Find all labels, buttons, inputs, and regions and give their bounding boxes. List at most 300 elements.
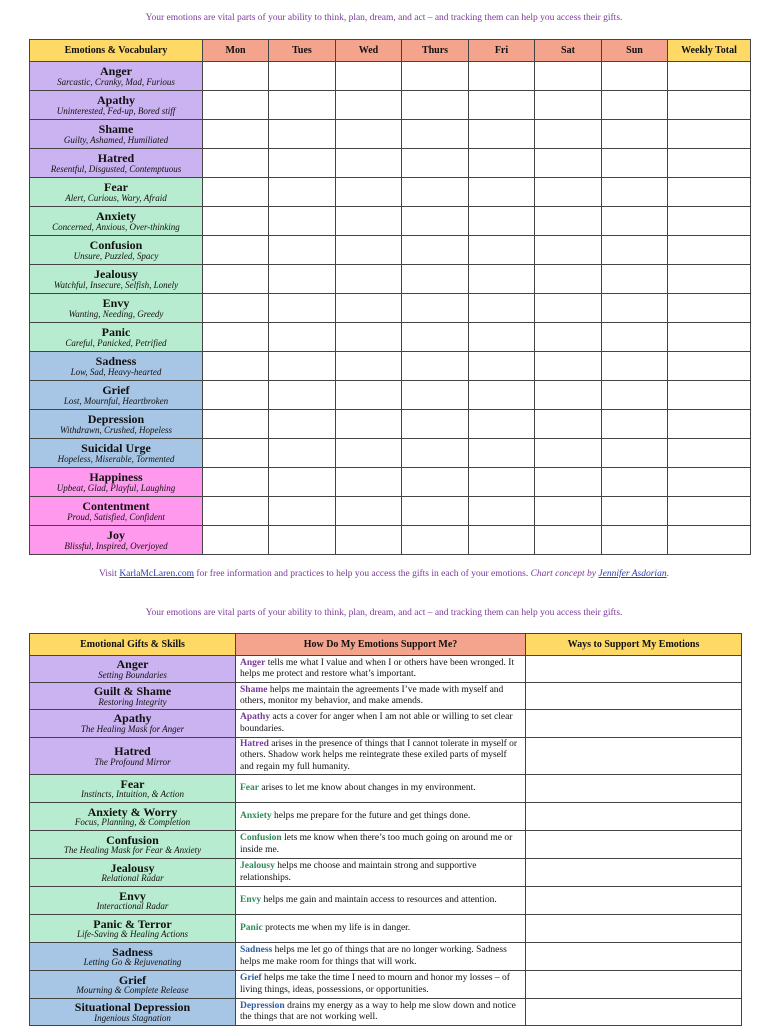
tracker-entry-cell[interactable] <box>602 236 668 265</box>
emotion-keyword: Grief <box>240 973 262 984</box>
tracker-entry-cell[interactable] <box>336 120 402 149</box>
tracker-entry-cell[interactable] <box>402 62 469 91</box>
tracker-entry-cell[interactable] <box>602 468 668 497</box>
tracker-row-grief <box>30 381 751 410</box>
tracker-entry-cell[interactable] <box>402 178 469 207</box>
ways-to-support-cell[interactable] <box>526 710 742 738</box>
tracker-entry-cell[interactable] <box>402 294 469 323</box>
emotion-support-text <box>236 831 526 859</box>
tracker-entry-cell[interactable] <box>668 265 751 294</box>
tracker-entry-cell[interactable] <box>668 323 751 352</box>
gift-emotion-cell-guilt-shame <box>30 683 236 710</box>
ways-to-support-cell[interactable] <box>526 859 742 887</box>
tracker-entry-cell[interactable] <box>402 149 469 178</box>
gift-skill: Setting Boundaries <box>98 669 167 680</box>
tracker-entry-cell[interactable] <box>402 236 469 265</box>
emotion-vocabulary: Withdrawn, Crushed, Hopeless <box>59 424 172 435</box>
tracker-row-happiness <box>30 468 751 497</box>
gift-emotion-cell-sadness <box>30 943 236 971</box>
gift-emotion-name: Apathy <box>113 711 152 726</box>
gift-emotion-cell-anger <box>30 656 236 683</box>
tracker-entry-cell[interactable] <box>535 352 602 381</box>
emotion-support-description: helps me maintain the agreements I’ve made with myself and others, monitor my behavior, and make amends. <box>240 684 504 706</box>
tracker-entry-cell[interactable] <box>535 468 602 497</box>
gift-row-apathy <box>30 710 742 738</box>
tracker-entry-cell[interactable] <box>336 236 402 265</box>
tracker-entry-cell[interactable] <box>535 207 602 236</box>
emotion-name: Sadness <box>95 353 137 368</box>
gift-emotion-cell-hatred <box>30 738 236 775</box>
emotion-support-text <box>236 887 526 915</box>
tracker-entry-cell[interactable] <box>402 381 469 410</box>
emotion-support-description: helps me take the time I need to mourn and honor my losses – of living things, ideas, possessions, or opportunities. <box>240 973 510 995</box>
emotion-name: Envy <box>102 295 130 310</box>
tracker-header-fri: Fri <box>469 40 535 62</box>
gift-emotion-cell-confusion <box>30 831 236 859</box>
tracker-entry-cell[interactable] <box>602 120 668 149</box>
tracker-entry-cell[interactable] <box>203 62 269 91</box>
gift-emotion-name: Guilt & Shame <box>93 683 172 698</box>
emotion-support-description: helps me choose and maintain strong and supportive relationships. <box>240 861 477 883</box>
tracker-entry-cell[interactable] <box>336 91 402 120</box>
tracker-entry-cell[interactable] <box>668 468 751 497</box>
gift-emotion-name: Anger <box>116 656 149 671</box>
tracker-entry-cell[interactable] <box>535 120 602 149</box>
tracker-entry-cell[interactable] <box>535 323 602 352</box>
tracker-entry-cell[interactable] <box>336 352 402 381</box>
tracker-entry-cell[interactable] <box>269 294 336 323</box>
tracker-entry-cell[interactable] <box>535 178 602 207</box>
tracker-entry-cell[interactable] <box>402 91 469 120</box>
gift-row-situational-depression <box>30 999 742 1026</box>
tracker-entry-cell[interactable] <box>602 91 668 120</box>
emotion-support-text <box>236 710 526 738</box>
gift-skill: The Healing Mask for Anger <box>80 724 185 735</box>
emotion-support-description: helps me gain and maintain access to resources and attention. <box>261 894 497 905</box>
tracker-entry-cell[interactable] <box>203 439 269 468</box>
tracker-entry-cell[interactable] <box>602 207 668 236</box>
tracker-entry-cell[interactable] <box>336 439 402 468</box>
tracker-row-contentment <box>30 497 751 526</box>
emotion-support-text <box>236 738 526 775</box>
emotion-cell-anger <box>30 62 203 91</box>
tracker-entry-cell[interactable] <box>402 207 469 236</box>
tracker-entry-cell[interactable] <box>203 468 269 497</box>
tracker-row-shame <box>30 120 751 149</box>
gift-skill: The Healing Mask for Fear & Anxiety <box>63 845 202 856</box>
tracker-entry-cell[interactable] <box>402 352 469 381</box>
gift-emotion-cell-jealousy <box>30 859 236 887</box>
footer-chart-concept: Chart concept by <box>530 569 597 579</box>
tracker-entry-cell[interactable] <box>203 265 269 294</box>
tracker-entry-cell[interactable] <box>402 120 469 149</box>
gift-emotion-name: Sadness <box>112 944 153 959</box>
tracker-row-apathy <box>30 91 751 120</box>
tracker-entry-cell[interactable] <box>602 178 668 207</box>
emotion-cell-fear <box>30 178 203 207</box>
tracker-entry-cell[interactable] <box>203 497 269 526</box>
emotion-support-description: lets me know when there’s too much going on around me or inside me. <box>240 833 513 855</box>
tracker-header-thurs: Thurs <box>402 40 469 62</box>
emotion-name: Depression <box>87 411 145 426</box>
tracker-header-sun: Sun <box>602 40 668 62</box>
tracker-entry-cell[interactable] <box>469 294 535 323</box>
emotion-cell-panic <box>30 323 203 352</box>
gift-skill: Life-Saving & Healing Actions <box>76 929 189 940</box>
gift-row-hatred <box>30 738 742 775</box>
emotion-support-text <box>236 656 526 683</box>
tracker-entry-cell[interactable] <box>602 381 668 410</box>
tracker-row-envy <box>30 294 751 323</box>
emotion-support-description: tells me what I value and when I or others have been wronged. It helps me protect and restore what’s important. <box>240 657 515 679</box>
tracker-entry-cell[interactable] <box>469 468 535 497</box>
emotion-keyword: Jealousy <box>240 861 275 872</box>
emotion-vocabulary: Unsure, Puzzled, Spacy <box>73 250 159 261</box>
tracker-entry-cell[interactable] <box>203 294 269 323</box>
tracker-entry-cell[interactable] <box>668 149 751 178</box>
tracker-entry-cell[interactable] <box>269 352 336 381</box>
emotion-support-description: arises to let me know about changes in my environment. <box>259 782 476 793</box>
ways-to-support-cell[interactable] <box>526 775 742 803</box>
emotion-name: Contentment <box>82 498 150 513</box>
tracker-entry-cell[interactable] <box>269 265 336 294</box>
emotion-keyword: Shame <box>240 684 268 695</box>
tracker-entry-cell[interactable] <box>203 207 269 236</box>
ways-to-support-cell[interactable] <box>526 738 742 775</box>
tracker-header-tues: Tues <box>269 40 336 62</box>
gift-emotion-name: Jealousy <box>110 860 155 875</box>
gift-emotion-name: Hatred <box>114 744 151 759</box>
ways-to-support-cell[interactable] <box>526 999 742 1026</box>
emotion-vocabulary: Wanting, Needing, Greedy <box>68 308 164 319</box>
emotion-vocabulary: Watchful, Insecure, Selfish, Lonely <box>53 279 179 290</box>
tracker-entry-cell[interactable] <box>469 178 535 207</box>
tracker-entry-cell[interactable] <box>336 526 402 555</box>
tracker-row-fear <box>30 178 751 207</box>
gift-skill: Restoring Integrity <box>98 696 167 707</box>
emotion-vocabulary: Concerned, Anxious, Over-thinking <box>52 221 180 232</box>
emotion-vocabulary: Upbeat, Glad, Playful, Laughing <box>56 482 176 493</box>
gifts-header-how-do-my-emotions-support-me: How Do My Emotions Support Me? <box>236 634 526 656</box>
tracker-header-mon: Mon <box>203 40 269 62</box>
intro-text-top: Your emotions are vital parts of your ability to think, plan, dream, and act – and tracking them can help you access their gifts. <box>145 13 623 23</box>
tracker-entry-cell[interactable] <box>269 468 336 497</box>
gift-skill: Focus, Planning, & Completion <box>74 817 191 828</box>
tracker-entry-cell[interactable] <box>269 207 336 236</box>
footer-note <box>0 569 768 579</box>
gifts-header-ways-to-support-my-emotions: Ways to Support My Emotions <box>526 634 742 656</box>
tracker-header-wed: Wed <box>336 40 402 62</box>
tracker-entry-cell[interactable] <box>469 439 535 468</box>
ways-to-support-cell[interactable] <box>526 971 742 999</box>
emotion-name: Jealousy <box>93 266 138 281</box>
tracker-entry-cell[interactable] <box>203 178 269 207</box>
tracker-entry-cell[interactable] <box>402 439 469 468</box>
tracker-entry-cell[interactable] <box>668 526 751 555</box>
tracker-entry-cell[interactable] <box>535 439 602 468</box>
tracker-entry-cell[interactable] <box>336 265 402 294</box>
tracker-entry-cell[interactable] <box>668 120 751 149</box>
emotion-cell-contentment <box>30 497 203 526</box>
emotion-support-description: protects me when my life is in danger. <box>262 922 411 933</box>
tracker-entry-cell[interactable] <box>469 91 535 120</box>
gift-emotion-cell-situational-depression <box>30 999 236 1026</box>
emotion-keyword: Confusion <box>240 833 282 844</box>
emotional-gifts-table <box>29 633 742 1026</box>
tracker-entry-cell[interactable] <box>668 178 751 207</box>
emotion-vocabulary: Low, Sad, Heavy-hearted <box>70 366 162 377</box>
gift-emotion-cell-envy <box>30 887 236 915</box>
tracker-entry-cell[interactable] <box>336 178 402 207</box>
emotion-keyword: Envy <box>240 894 262 905</box>
emotion-keyword: Hatred <box>240 739 269 749</box>
tracker-entry-cell[interactable] <box>203 120 269 149</box>
tracker-entry-cell[interactable] <box>602 149 668 178</box>
tracker-entry-cell[interactable] <box>269 149 336 178</box>
tracker-entry-cell[interactable] <box>535 62 602 91</box>
footer-visit: Visit <box>99 569 117 579</box>
tracker-entry-cell[interactable] <box>535 265 602 294</box>
tracker-entry-cell[interactable] <box>402 497 469 526</box>
tracker-entry-cell[interactable] <box>336 294 402 323</box>
tracker-entry-cell[interactable] <box>269 439 336 468</box>
emotion-support-text <box>236 915 526 943</box>
emotion-vocabulary: Uninterested, Fed-up, Bored stiff <box>56 105 176 116</box>
tracker-entry-cell[interactable] <box>336 468 402 497</box>
tracker-entry-cell[interactable] <box>336 207 402 236</box>
emotion-name: Happiness <box>89 469 143 484</box>
tracker-entry-cell[interactable] <box>269 236 336 265</box>
emotion-name: Confusion <box>89 237 143 252</box>
ways-to-support-cell[interactable] <box>526 803 742 831</box>
tracker-entry-cell[interactable] <box>602 497 668 526</box>
tracker-row-hatred <box>30 149 751 178</box>
gift-row-grief <box>30 971 742 999</box>
gift-row-confusion <box>30 831 742 859</box>
tracker-entry-cell[interactable] <box>203 526 269 555</box>
footer-end: . <box>666 569 669 579</box>
tracker-entry-cell[interactable] <box>469 62 535 91</box>
emotion-keyword: Fear <box>240 782 259 793</box>
tracker-entry-cell[interactable] <box>336 381 402 410</box>
emotion-vocabulary: Blissful, Inspired, Overjoyed <box>64 540 168 551</box>
tracker-entry-cell[interactable] <box>203 236 269 265</box>
tracker-entry-cell[interactable] <box>668 294 751 323</box>
gift-emotion-name: Fear <box>120 776 145 791</box>
gifts-header-emotional-gifts-skills: Emotional Gifts & Skills <box>30 634 236 656</box>
tracker-entry-cell[interactable] <box>336 410 402 439</box>
tracker-entry-cell[interactable] <box>602 410 668 439</box>
emotion-keyword: Depression <box>240 1000 285 1011</box>
tracker-entry-cell[interactable] <box>602 265 668 294</box>
tracker-entry-cell[interactable] <box>269 120 336 149</box>
tracker-entry-cell[interactable] <box>535 381 602 410</box>
tracker-entry-cell[interactable] <box>402 526 469 555</box>
emotion-keyword: Anxiety <box>240 810 272 821</box>
gift-skill: The Profound Mirror <box>94 756 171 767</box>
gift-emotion-name: Anxiety & Worry <box>87 804 178 819</box>
gift-emotion-name: Envy <box>119 888 146 903</box>
emotion-vocabulary: Sarcastic, Cranky, Mad, Furious <box>57 76 175 87</box>
tracker-entry-cell[interactable] <box>402 468 469 497</box>
tracker-entry-cell[interactable] <box>535 526 602 555</box>
tracker-entry-cell[interactable] <box>668 497 751 526</box>
gift-row-fear <box>30 775 742 803</box>
tracker-entry-cell[interactable] <box>203 149 269 178</box>
tracker-entry-cell[interactable] <box>203 323 269 352</box>
tracker-entry-cell[interactable] <box>668 236 751 265</box>
emotion-vocabulary: Proud, Satisfied, Confident <box>67 511 165 522</box>
tracker-entry-cell[interactable] <box>269 62 336 91</box>
emotion-cell-hatred <box>30 149 203 178</box>
emotion-cell-confusion <box>30 236 203 265</box>
tracker-entry-cell[interactable] <box>469 526 535 555</box>
emotion-name: Panic <box>101 324 131 339</box>
tracker-entry-cell[interactable] <box>203 91 269 120</box>
emotion-name: Fear <box>104 179 128 194</box>
gift-row-anxiety-worry <box>30 803 742 831</box>
ways-to-support-cell[interactable] <box>526 915 742 943</box>
tracker-entry-cell[interactable] <box>336 497 402 526</box>
emotion-support-text <box>236 775 526 803</box>
tracker-entry-cell[interactable] <box>269 323 336 352</box>
emotion-cell-depression <box>30 410 203 439</box>
tracker-entry-cell[interactable] <box>535 410 602 439</box>
karla-mclaren-link[interactable]: KarlaMcLaren.com <box>119 569 194 579</box>
emotion-name: Apathy <box>96 92 135 107</box>
tracker-entry-cell[interactable] <box>269 410 336 439</box>
tracker-entry-cell[interactable] <box>668 352 751 381</box>
tracker-entry-cell[interactable] <box>668 62 751 91</box>
tracker-entry-cell[interactable] <box>469 323 535 352</box>
tracker-entry-cell[interactable] <box>602 439 668 468</box>
emotion-cell-anxiety <box>30 207 203 236</box>
tracker-entry-cell[interactable] <box>269 91 336 120</box>
ways-to-support-cell[interactable] <box>526 943 742 971</box>
gift-row-anger <box>30 656 742 683</box>
ways-to-support-cell[interactable] <box>526 656 742 683</box>
emotion-support-description: helps me prepare for the future and get things done. <box>271 810 471 821</box>
gift-emotion-cell-anxiety-worry <box>30 803 236 831</box>
ways-to-support-cell[interactable] <box>526 683 742 710</box>
tracker-entry-cell[interactable] <box>336 323 402 352</box>
tracker-entry-cell[interactable] <box>535 149 602 178</box>
emotion-support-text <box>236 943 526 971</box>
emotion-keyword: Sadness <box>240 945 273 956</box>
ways-to-support-cell[interactable] <box>526 831 742 859</box>
tracker-entry-cell[interactable] <box>469 265 535 294</box>
tracker-entry-cell[interactable] <box>402 323 469 352</box>
tracker-entry-cell[interactable] <box>668 410 751 439</box>
gift-emotion-cell-panic-terror <box>30 915 236 943</box>
gift-skill: Letting Go & Rejuvenating <box>83 957 182 968</box>
tracker-entry-cell[interactable] <box>203 410 269 439</box>
tracker-entry-cell[interactable] <box>535 497 602 526</box>
tracker-entry-cell[interactable] <box>469 410 535 439</box>
tracker-entry-cell[interactable] <box>203 381 269 410</box>
emotion-support-description: helps me let go of things that are no longer working. Sadness helps me make room for things that will work. <box>240 945 507 967</box>
emotion-vocabulary: Guilty, Ashamed, Humiliated <box>63 134 169 145</box>
tracker-entry-cell[interactable] <box>336 149 402 178</box>
gift-emotion-cell-fear <box>30 775 236 803</box>
tracker-header-weekly-total: Weekly Total <box>668 40 751 62</box>
tracker-entry-cell[interactable] <box>402 265 469 294</box>
emotion-cell-sadness <box>30 352 203 381</box>
tracker-entry-cell[interactable] <box>269 526 336 555</box>
tracker-entry-cell[interactable] <box>602 62 668 91</box>
emotion-cell-apathy <box>30 91 203 120</box>
tracker-entry-cell[interactable] <box>668 439 751 468</box>
emotion-name: Hatred <box>97 150 135 165</box>
tracker-row-jealousy <box>30 265 751 294</box>
tracker-entry-cell[interactable] <box>402 410 469 439</box>
tracker-row-joy <box>30 526 751 555</box>
emotion-vocabulary: Alert, Curious, Wary, Afraid <box>65 192 167 203</box>
emotion-vocabulary: Hopeless, Miserable, Tormented <box>57 453 175 464</box>
emotion-name: Suicidal Urge <box>81 440 151 455</box>
emotion-support-description: drains my energy as a way to help me slow down and notice the things that are not working well. <box>240 1000 516 1023</box>
tracker-entry-cell[interactable] <box>668 381 751 410</box>
tracker-entry-cell[interactable] <box>269 381 336 410</box>
tracker-entry-cell[interactable] <box>602 323 668 352</box>
emotion-support-text <box>236 683 526 710</box>
tracker-entry-cell[interactable] <box>469 236 535 265</box>
tracker-entry-cell[interactable] <box>469 207 535 236</box>
gift-row-sadness <box>30 943 742 971</box>
tracker-entry-cell[interactable] <box>469 120 535 149</box>
tracker-row-anger <box>30 62 751 91</box>
tracker-row-panic <box>30 323 751 352</box>
emotion-cell-envy <box>30 294 203 323</box>
tracker-entry-cell[interactable] <box>602 294 668 323</box>
emotion-cell-jealousy <box>30 265 203 294</box>
jennifer-asdorian-link[interactable]: Jennifer Asdorian <box>598 569 667 579</box>
emotion-name: Shame <box>98 121 134 136</box>
emotion-support-text <box>236 803 526 831</box>
tracker-entry-cell[interactable] <box>535 294 602 323</box>
emotion-tracker-table <box>29 39 751 555</box>
gift-row-jealousy <box>30 859 742 887</box>
tracker-entry-cell[interactable] <box>269 497 336 526</box>
gift-skill: Instincts, Intuition, & Action <box>80 789 185 800</box>
tracker-entry-cell[interactable] <box>269 178 336 207</box>
tracker-entry-cell[interactable] <box>535 236 602 265</box>
tracker-entry-cell[interactable] <box>336 62 402 91</box>
gift-emotion-cell-apathy <box>30 710 236 738</box>
tracker-entry-cell[interactable] <box>602 526 668 555</box>
tracker-entry-cell[interactable] <box>469 381 535 410</box>
tracker-row-confusion <box>30 236 751 265</box>
tracker-entry-cell[interactable] <box>668 91 751 120</box>
gift-emotion-name: Grief <box>118 972 147 987</box>
gift-skill: Mourning & Complete Release <box>76 985 189 996</box>
emotion-vocabulary: Resentful, Disgusted, Contemptuous <box>50 163 182 174</box>
emotion-keyword: Anger <box>240 657 266 668</box>
emotion-vocabulary: Lost, Mournful, Heartbroken <box>63 395 169 406</box>
tracker-entry-cell[interactable] <box>469 352 535 381</box>
emotion-cell-happiness <box>30 468 203 497</box>
gift-emotion-name: Panic & Terror <box>93 916 172 931</box>
tracker-entry-cell[interactable] <box>668 207 751 236</box>
ways-to-support-cell[interactable] <box>526 887 742 915</box>
tracker-row-sadness <box>30 352 751 381</box>
tracker-entry-cell[interactable] <box>535 91 602 120</box>
tracker-entry-cell[interactable] <box>469 149 535 178</box>
tracker-entry-cell[interactable] <box>602 352 668 381</box>
tracker-entry-cell[interactable] <box>203 352 269 381</box>
tracker-entry-cell[interactable] <box>469 497 535 526</box>
emotion-support-text <box>236 999 526 1026</box>
